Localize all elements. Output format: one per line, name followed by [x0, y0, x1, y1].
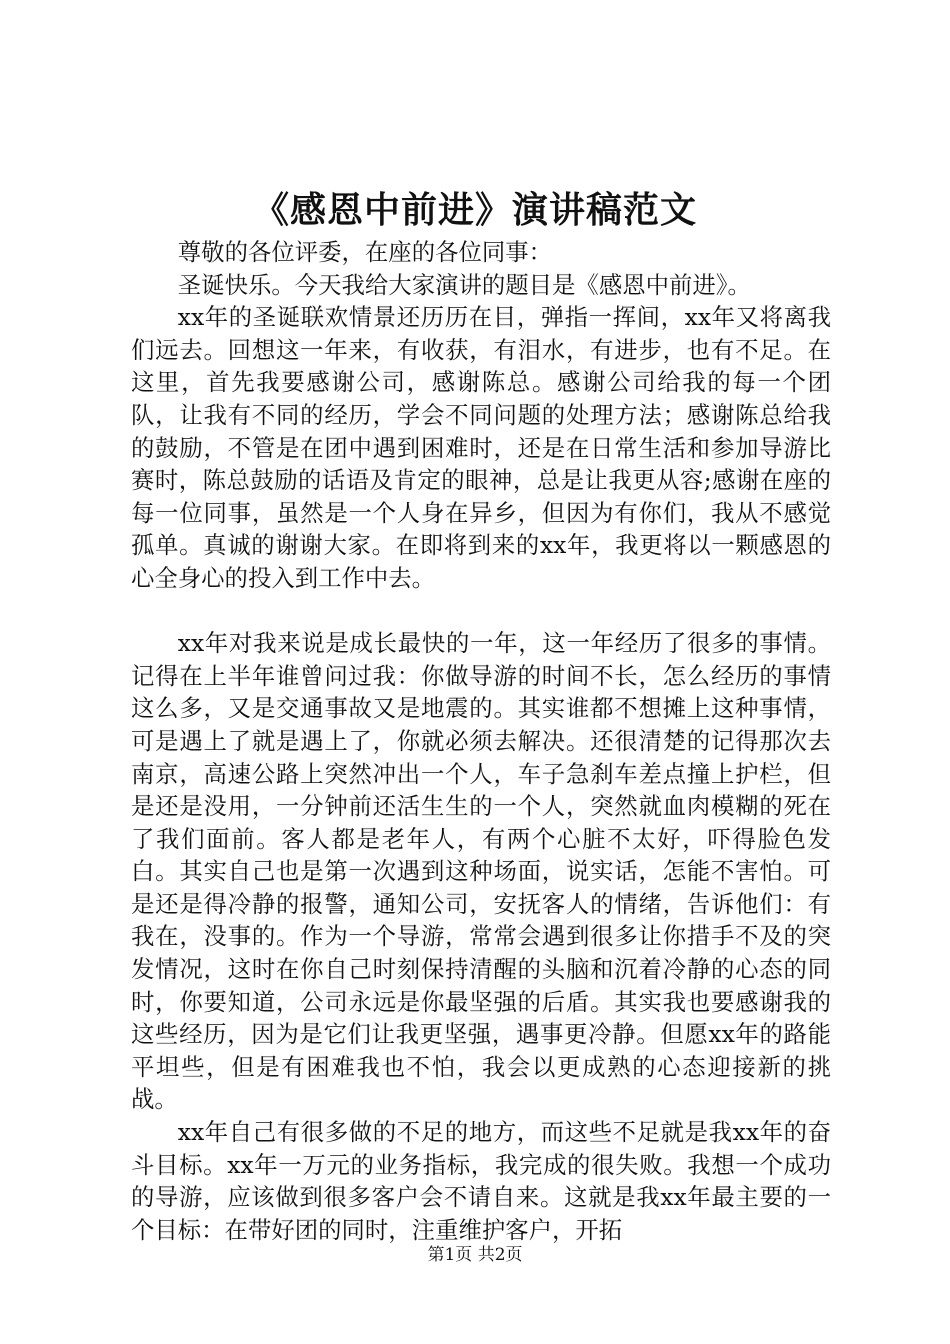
- page-number-footer: 第1页 共2页: [427, 1245, 523, 1265]
- document-title: 《感恩中前进》演讲稿范文: [252, 189, 697, 231]
- paragraph-thanks: xx年的圣诞联欢情景还历历在目，弹指一挥间，xx年又将离我们远去。回想这一年来，有收获，有泪水，有进步，也有不足。在这里，首先我要感谢公司，感谢陈总。感谢公司给我的每一个团队，让我有不同的经历，学会不同问题的处理方法；感谢陈总给我的鼓励，不管是在团中遇到困难时，还是在日常生活和参加导游比赛时，陈总鼓励的话语及肯定的眼神，总是让我更从容;感谢在座的每一位同事，虽然是一个人身在异乡，但因为有你们，我从不感觉孤单。真诚的谢谢大家。在即将到来的xx年，我更将以一颗感恩的心全身心的投入到工作中去。: [131, 303, 831, 592]
- document-body: [131, 236, 831, 1246]
- paragraph-goals: xx年自己有很多做的不足的地方，而这些不足就是我xx年的奋斗目标。xx年一万元的业务指标，我完成的很失败。我想一个成功的导游，应该做到很多客户会不请自来。这就是我xx年最主要的一个目标：在带好团的同时，注重维护客户，开拓: [131, 1118, 831, 1244]
- paragraph-salutation: 尊敬的各位评委，在座的各位同事：: [177, 238, 553, 266]
- paragraph-experience: xx年对我来说是成长最快的一年，这一年经历了很多的事情。记得在上半年谁曾问过我：你做导游的时间不长，怎么经历的事情这么多，又是交通事故又是地震的。其实谁都不想摊上这种事情，可是遇上了就是遇上了，你就必须去解决。还很清楚的记得那次去南京，高速公路上突然冲出一个人，车子急刹车差点撞上护栏，但是还是没用，一分钟前还活生生的一个人，突然就血肉模糊的死在了我们面前。客人都是老年人，有两个心脏不太好，吓得脸色发白。其实自己也是第一次遇到这种场面，说实话，怎能不害怕。可是还是得冷静的报警，通知公司，安抚客人的情绪，告诉他们：有我在，没事的。作为一个导游，常常会遇到很多让你措手不及的突发情况，这时在你自己时刻保持清醒的头脑和沉着冷静的心态的同时，你要知道，公司永远是你最坚强的后盾。其实我也要感谢我的这些经历，因为是它们让我更坚强，遇事更冷静。但愿xx年的路能平坦些，但是有困难我也不怕，我会以更成熟的心态迎接新的挑战。: [131, 629, 831, 1114]
- paragraph-greeting: 圣诞快乐。今天我给大家演讲的题目是《感恩中前进》。: [177, 270, 751, 299]
